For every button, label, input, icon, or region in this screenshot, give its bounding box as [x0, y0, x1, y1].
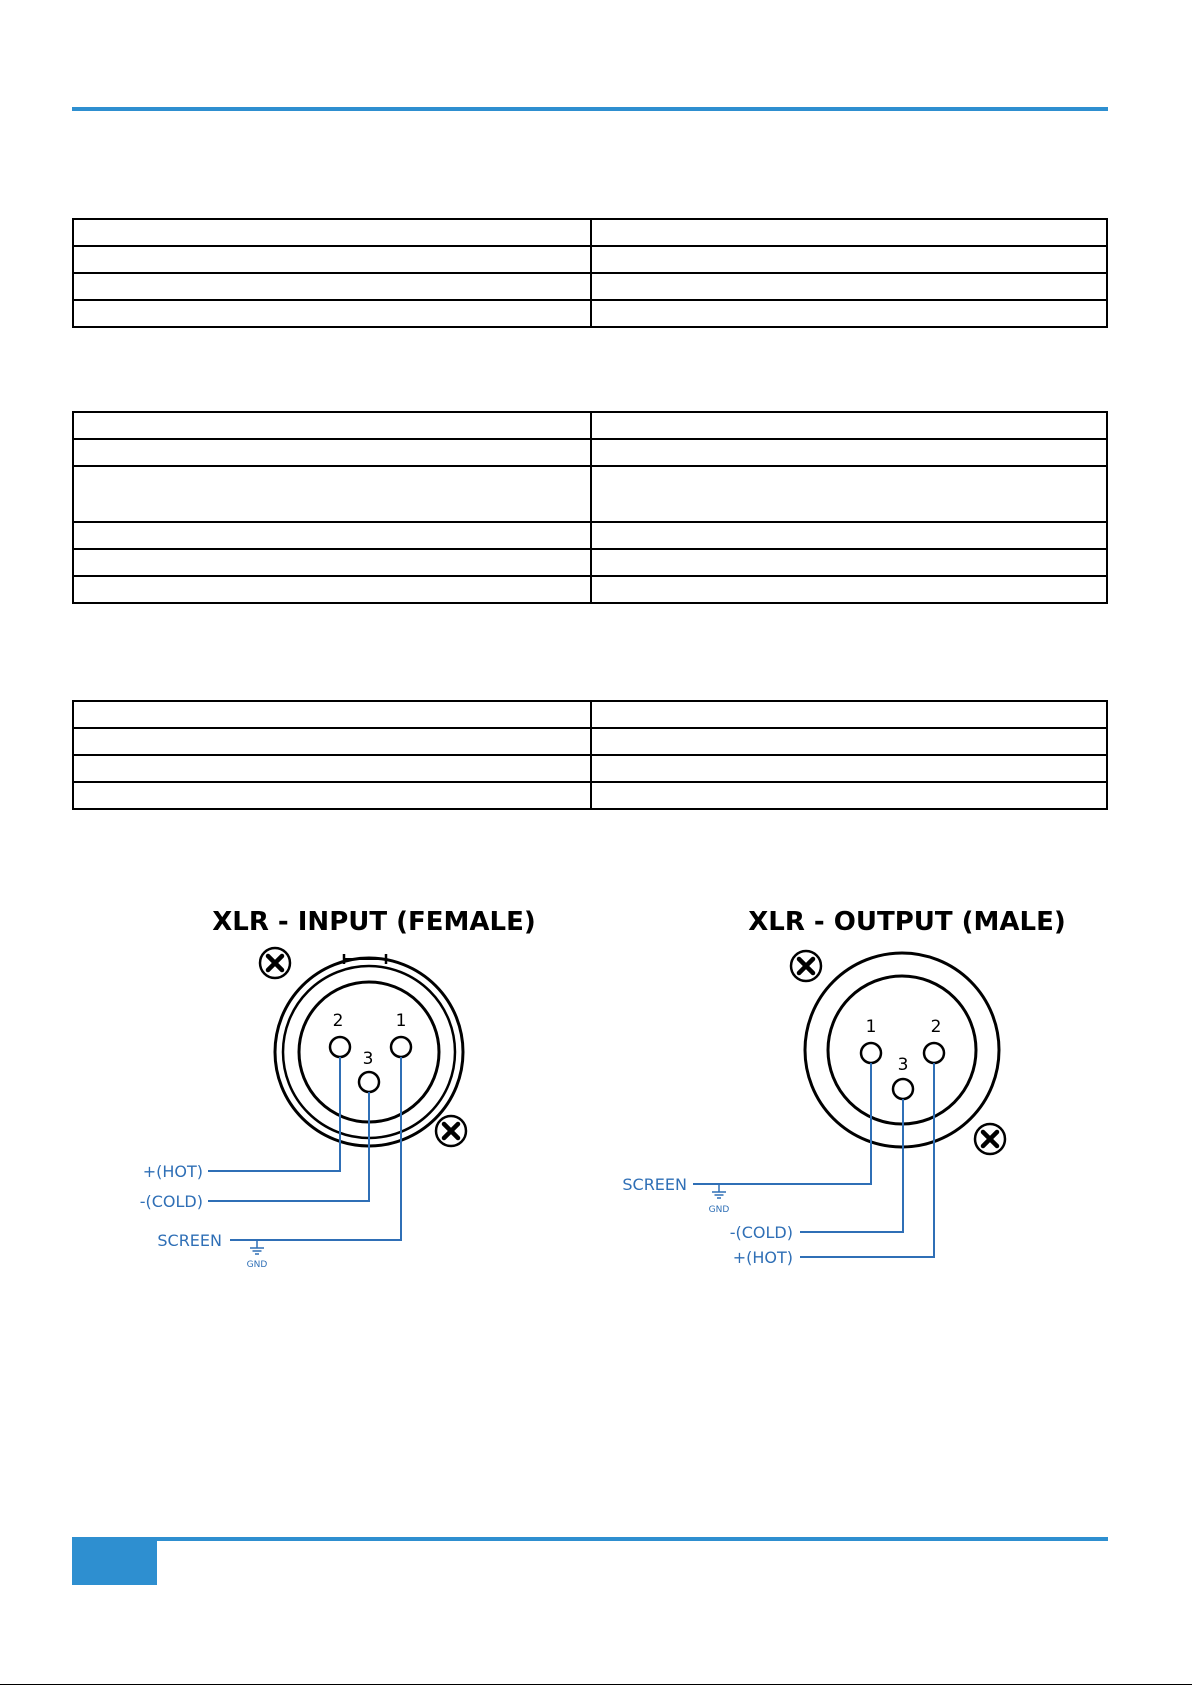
table-row [73, 219, 1107, 246]
table-cell [591, 549, 1107, 576]
table-row [73, 246, 1107, 273]
screw-icon [791, 951, 821, 981]
table-cell [73, 219, 591, 246]
pin-3 [359, 1072, 379, 1092]
table-cell [591, 439, 1107, 466]
table-row [73, 300, 1107, 327]
table-row [73, 701, 1107, 728]
pin-number: 3 [897, 1055, 909, 1075]
table-cell [73, 728, 591, 755]
xlr-input-diagram [140, 907, 536, 1270]
cold-label: -(COLD) [729, 1223, 793, 1242]
pin-number: 2 [930, 1017, 942, 1037]
table-cell [591, 701, 1107, 728]
pin-number: 3 [362, 1049, 374, 1069]
table-row [73, 755, 1107, 782]
table-cell [73, 439, 591, 466]
table-cell [73, 273, 591, 300]
wire-screen [693, 1063, 871, 1184]
pin-2 [330, 1037, 350, 1057]
xlr-output-diagram [622, 907, 1065, 1267]
pin-number: 2 [332, 1011, 344, 1031]
table-row [73, 273, 1107, 300]
table-row [73, 439, 1107, 466]
table-cell [591, 466, 1107, 522]
spec-table-1 [72, 218, 1108, 328]
table-cell [591, 412, 1107, 439]
table-cell [591, 219, 1107, 246]
screw-icon [260, 948, 290, 978]
xlr-input-title: XLR - INPUT (FEMALE) [212, 907, 536, 937]
table-cell [73, 412, 591, 439]
hot-label: +(HOT) [142, 1162, 203, 1181]
wire-cold [800, 1099, 903, 1232]
pin-number: 1 [395, 1011, 407, 1031]
hot-label: +(HOT) [732, 1248, 793, 1267]
table-cell [73, 755, 591, 782]
table-row [73, 549, 1107, 576]
table-row [73, 466, 1107, 522]
pin-1 [861, 1043, 881, 1063]
table-cell [591, 246, 1107, 273]
table-cell [591, 300, 1107, 327]
table-cell [73, 576, 591, 603]
table-cell [591, 522, 1107, 549]
screw-icon [436, 1116, 466, 1146]
wire-hot [800, 1063, 934, 1257]
table-row [73, 412, 1107, 439]
table-cell [591, 273, 1107, 300]
screw-icon [975, 1124, 1005, 1154]
table-row [73, 782, 1107, 809]
xlr-wiring-diagram [0, 890, 1192, 1290]
wire-hot [208, 1057, 340, 1171]
ground-icon [712, 1184, 726, 1198]
table-row [73, 576, 1107, 603]
wire-cold [208, 1092, 369, 1201]
table-cell [73, 782, 591, 809]
page-number-tab [72, 1539, 157, 1585]
spec-table-2 [72, 411, 1108, 604]
xlr-output-title: XLR - OUTPUT (MALE) [748, 907, 1066, 937]
pin-number: 1 [865, 1017, 877, 1037]
table-cell [73, 466, 591, 522]
screen-label: SCREEN [622, 1175, 687, 1194]
header-rule [72, 107, 1108, 111]
table-cell [73, 522, 591, 549]
table-cell [591, 728, 1107, 755]
table-cell [591, 782, 1107, 809]
table-row [73, 522, 1107, 549]
cold-label: -(COLD) [139, 1192, 203, 1211]
footer-rule [72, 1537, 1108, 1541]
table-cell [73, 701, 591, 728]
table-cell [73, 549, 591, 576]
pin-1 [391, 1037, 411, 1057]
pin-2 [924, 1043, 944, 1063]
table-cell [73, 246, 591, 273]
pin-3 [893, 1079, 913, 1099]
table-cell [73, 300, 591, 327]
screen-label: SCREEN [157, 1231, 222, 1250]
table-row [73, 728, 1107, 755]
gnd-label: GND [708, 1205, 730, 1215]
table-cell [591, 576, 1107, 603]
gnd-label: GND [246, 1260, 268, 1270]
table-cell [591, 755, 1107, 782]
ground-icon [250, 1240, 264, 1254]
spec-table-3 [72, 700, 1108, 810]
